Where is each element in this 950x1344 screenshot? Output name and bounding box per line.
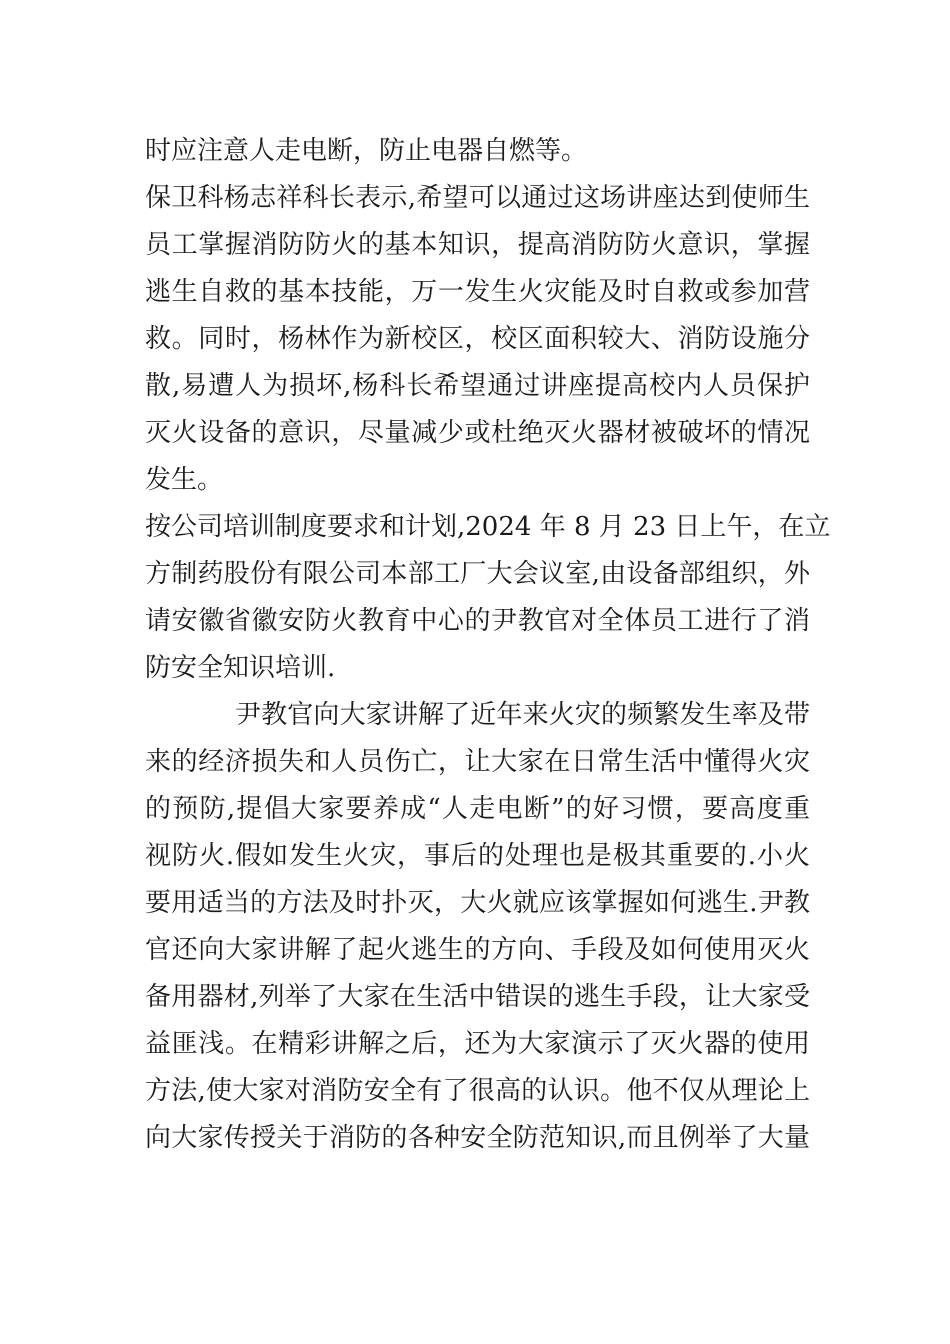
text-line: 要用适当的方法及时扑灭，大火就应该掌握如何逃生.尹教 [145,888,810,918]
text-line: 发生。 [145,465,224,495]
text-line: 防安全知识培训. [145,653,336,683]
document-body [145,128,831,1162]
text-line: 灭火设备的意识，尽量减少或杜绝灭火器材被破坏的情况 [145,418,810,448]
text-line: 益匪浅。在精彩讲解之后，还为大家演示了灭火器的使用 [145,1029,810,1059]
text-line: 保卫科杨志祥科长表示,希望可以通过这场讲座达到使师生 [145,183,810,213]
paragraph-2 [145,175,810,504]
text-line: 员工掌握消防防火的基本知识，提高消防防火意识，掌握 [145,230,810,260]
paragraph-4 [145,692,810,1162]
text-line: 官还向大家讲解了起火逃生的方向、手段及如何使用灭火 [145,935,810,965]
text-line: 方制药股份有限公司本部工厂大会议室,由设备部组织，外 [145,559,810,589]
text-line: 散,易遭人为损坏,杨科长希望通过讲座提高校内人员保护 [145,371,810,401]
text-line: 时应注意人走电断，防止电器自燃等。 [145,136,588,166]
text-line: 按公司培训制度要求和计划,2024 年 8 月 23 日上午，在立 [145,512,831,542]
text-line: 视防火.假如发生火灾，事后的处理也是极其重要的.小火 [145,841,810,871]
text-line: 来的经济损失和人员伤亡，让大家在日常生活中懂得火灾 [145,747,810,777]
text-line: 尹教官向大家讲解了近年来火灾的频繁发生率及带 [235,700,810,730]
text-line: 请安徽省徽安防火教育中心的尹教官对全体员工进行了消 [145,606,810,636]
text-line: 的预防,提倡大家要养成“人走电断”的好习惯，要高度重 [145,794,810,824]
text-line: 向大家传授关于消防的各种安全防范知识,而且例举了大量 [145,1123,810,1153]
text-line: 方法,使大家对消防安全有了很高的认识。他不仅从理论上 [145,1076,810,1106]
text-line: 逃生自救的基本技能，万一发生火灾能及时自救或参加营 [145,277,810,307]
text-line: 救。同时，杨林作为新校区，校区面积较大、消防设施分 [145,324,810,354]
text-line: 备用器材,列举了大家在生活中错误的逃生手段，让大家受 [145,982,810,1012]
paragraph-1 [145,128,810,175]
paragraph-3 [145,504,831,692]
